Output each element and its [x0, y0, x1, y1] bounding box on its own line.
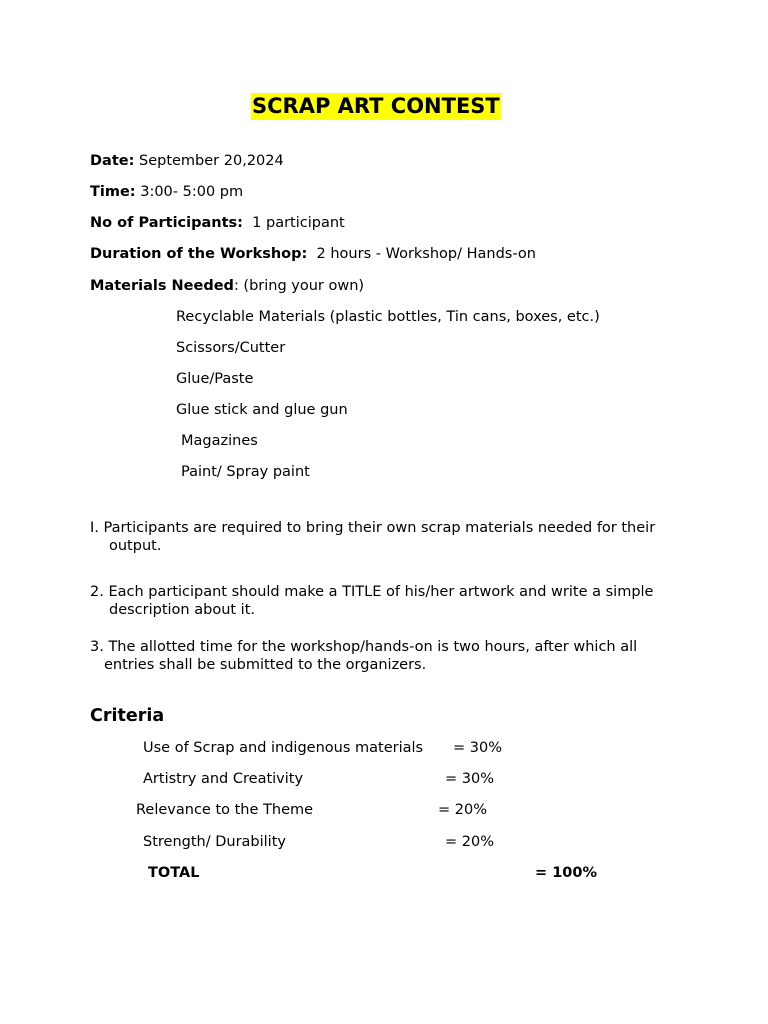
criteria-value: = 20%	[438, 802, 487, 818]
material-item: Paint/ Spray paint	[181, 464, 310, 480]
participants-value: 1 participant	[242, 215, 345, 231]
time-value: 3:00- 5:00 pm	[135, 184, 244, 200]
material-item: Recyclable Materials (plastic bottles, Tin cans, boxes, etc.)	[176, 309, 600, 325]
participants-line	[90, 214, 345, 232]
rule-line: I. Participants are required to bring their own scrap materials needed for their	[90, 520, 656, 536]
duration-value: 2 hours - Workshop/ Hands-on	[307, 246, 536, 262]
criteria-name: Artistry and Creativity	[143, 771, 304, 787]
material-item: Magazines	[181, 433, 258, 449]
material-item: Scissors/Cutter	[176, 340, 286, 356]
rule-line: entries shall be submitted to the organizers.	[104, 657, 427, 673]
time-line	[90, 183, 243, 201]
duration-label: Duration of the Workshop:	[90, 246, 308, 262]
page-title: SCRAP ART CONTEST	[252, 94, 500, 118]
criteria-name: Relevance to the Theme	[136, 802, 314, 818]
date-line	[90, 152, 284, 170]
total-label: TOTAL	[148, 865, 200, 881]
total-value: = 100%	[535, 865, 597, 881]
criteria-name: Strength/ Durability	[143, 834, 286, 850]
material-item: Glue/Paste	[176, 371, 254, 387]
participants-label: No of Participants:	[90, 215, 243, 231]
time-label: Time:	[90, 184, 136, 200]
criteria-value: = 30%	[453, 740, 502, 756]
rule-line: 3. The allotted time for the workshop/hands-on is two hours, after which all	[90, 639, 638, 655]
rule-line: description about it.	[109, 602, 255, 618]
materials-value: : (bring your own)	[233, 278, 365, 294]
duration-line	[90, 245, 536, 263]
rule-line: 2. Each participant should make a TITLE of his/her artwork and write a simple	[90, 584, 654, 600]
criteria-heading: Criteria	[90, 706, 165, 726]
materials-line	[90, 277, 364, 295]
materials-label: Materials Needed	[90, 278, 234, 294]
material-item: Glue stick and glue gun	[176, 402, 348, 418]
criteria-value: = 20%	[445, 834, 494, 850]
criteria-name: Use of Scrap and indigenous materials	[143, 740, 424, 756]
date-value: September 20,2024	[134, 153, 284, 169]
date-label: Date:	[90, 153, 135, 169]
criteria-value: = 30%	[445, 771, 494, 787]
rule-line: output.	[109, 538, 162, 554]
